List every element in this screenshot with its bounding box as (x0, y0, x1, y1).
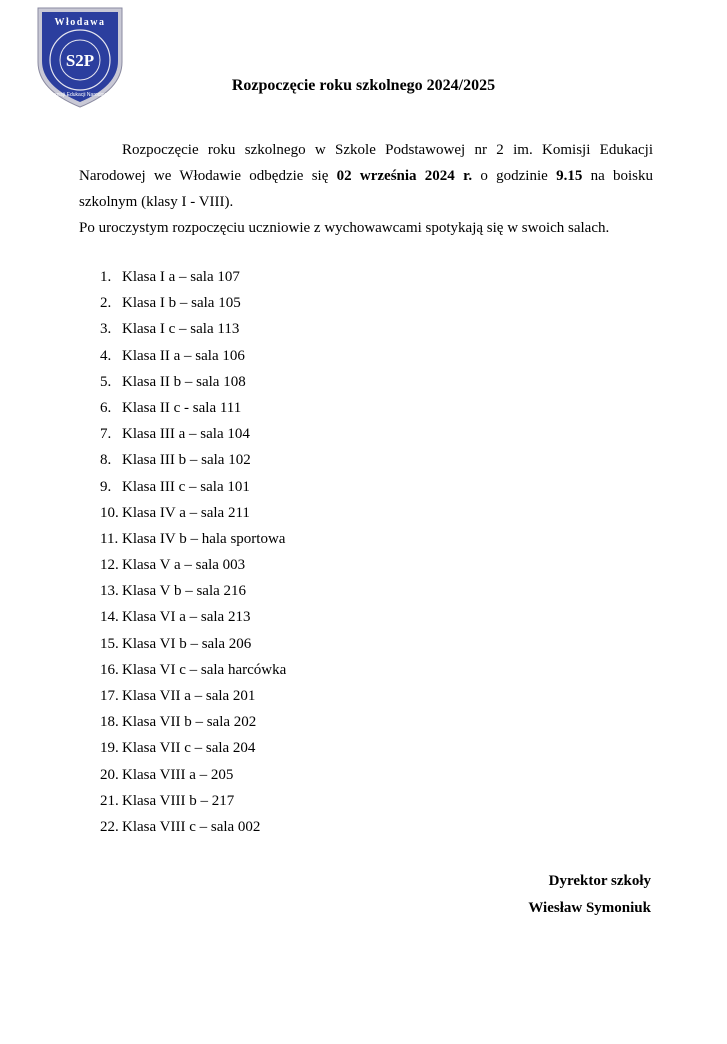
list-item-text: Klasa II a – sala 106 (122, 347, 245, 364)
list-item-text: Klasa IV a – sala 211 (122, 504, 250, 521)
list-item-text: Klasa I c – sala 113 (122, 321, 240, 338)
list-item-number: 20. (100, 766, 119, 783)
list-item-text: Klasa II b – sala 108 (122, 373, 246, 390)
list-item-number: 21. (100, 792, 119, 809)
signature-role: Dyrektor szkoły (548, 873, 651, 889)
list-item (100, 814, 286, 840)
page-title: Rozpoczęcie roku szkolnego 2024/2025 (231, 77, 496, 94)
list-item-number: 19. (100, 740, 119, 757)
list-item-text: Klasa VII a – sala 201 (122, 688, 256, 704)
list-item-number: 11. (100, 530, 119, 547)
list-item (100, 683, 286, 709)
logo-top-text: Włodawa (54, 17, 106, 28)
list-item-text: Klasa V a – sala 003 (122, 557, 246, 574)
list-item (100, 631, 286, 657)
list-item-number: 4. (100, 347, 112, 364)
list-item (100, 657, 286, 683)
signature-name: Wiesław Symoniuk (528, 900, 651, 916)
list-item-number: 13. (100, 583, 119, 600)
list-item (100, 709, 286, 735)
list-item (100, 290, 286, 316)
list-item-number: 16. (100, 661, 119, 678)
list-item-text: Klasa I b – sala 105 (122, 295, 241, 312)
logo-ring-text: Komisji Edukacji Narodowej (49, 92, 111, 98)
list-item-number: 14. (100, 609, 119, 626)
list-item-text: Klasa III c – sala 101 (122, 478, 250, 495)
list-item (100, 762, 286, 788)
list-item-text: Klasa III a – sala 104 (122, 426, 250, 443)
logo-emblem-text: S2P (65, 51, 95, 70)
list-item-text: Klasa VIII c – sala 002 (122, 818, 261, 835)
list-item (100, 526, 286, 552)
list-item (100, 578, 286, 604)
list-item-number: 8. (100, 452, 112, 469)
list-item (100, 421, 286, 447)
list-item-number: 15. (100, 635, 119, 652)
list-item-number: 17. (100, 688, 119, 704)
list-item-text: Klasa VIII b – 217 (122, 792, 235, 809)
list-item-number: 6. (100, 399, 112, 416)
list-item (100, 552, 286, 578)
list-item (100, 604, 286, 630)
list-item-number: 1. (100, 269, 112, 285)
list-item-text: Klasa II c - sala 111 (122, 399, 242, 416)
list-item (100, 264, 286, 290)
list-item-number: 22. (100, 818, 119, 835)
list-item-text: Klasa V b – sala 216 (122, 583, 247, 600)
list-item-text: Klasa IV b – hala sportowa (122, 530, 286, 547)
list-item-text: Klasa I a – sala 107 (122, 269, 240, 285)
list-item-text: Klasa III b – sala 102 (122, 452, 251, 469)
list-item-number: 12. (100, 557, 119, 574)
class-list (100, 264, 286, 840)
list-item-text: Klasa VI a – sala 213 (122, 609, 251, 626)
list-item-text: Klasa VII c – sala 204 (122, 740, 256, 757)
list-item (100, 788, 286, 814)
list-item (100, 474, 286, 500)
intro-text (79, 137, 653, 241)
list-item-number: 7. (100, 426, 112, 443)
list-item-text: Klasa VIII a – 205 (122, 766, 234, 783)
list-item-text: Klasa VII b – sala 202 (122, 714, 257, 731)
event-date: 02 września 2024 r. (336, 168, 473, 184)
list-item-number: 9. (100, 478, 112, 495)
list-item-number: 10. (100, 504, 119, 521)
list-item (100, 316, 286, 342)
list-item (100, 369, 286, 395)
list-item-number: 2. (100, 295, 112, 312)
list-item-number: 5. (100, 373, 112, 390)
list-item (100, 735, 286, 761)
intro-line-2: Po uroczystym rozpoczęciu uczniowie z wychowawcami spotykają się w swoich salach. (79, 220, 610, 236)
list-item-text: Klasa VI b – sala 206 (122, 635, 252, 652)
event-time: 9.15 (556, 168, 583, 184)
list-item (100, 447, 286, 473)
list-item-number: 3. (100, 321, 112, 338)
list-item-text: Klasa VI c – sala harcówka (122, 661, 287, 678)
list-item (100, 343, 286, 369)
list-item-number: 18. (100, 714, 119, 731)
list-item (100, 500, 286, 526)
intro-paragraph: Rozpoczęcie roku szkolnego w Szkole Podstawowej nr 2 im. Komisji Edukacji Narodowej we Włodawie odbędzie się 02 września 2024 r. o godzinie 9.15 na boisku szkolnym (klasy I - VIII). (79, 142, 654, 210)
list-item (100, 395, 286, 421)
signature (528, 868, 651, 922)
